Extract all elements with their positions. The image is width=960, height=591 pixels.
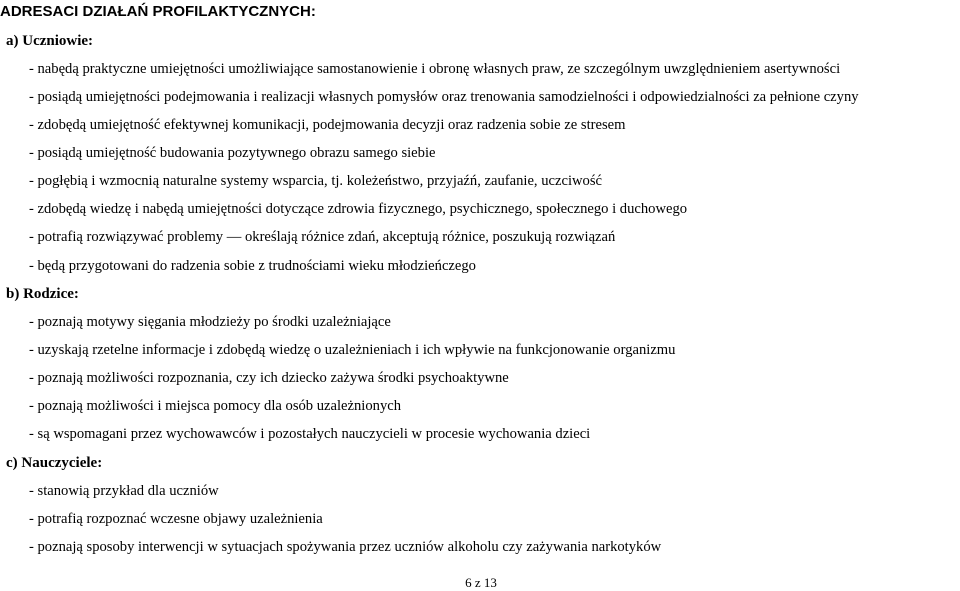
list-item: - poznają sposoby interwencji w sytuacjach spożywania przez uczniów alkoholu czy zażywania narkotyków — [29, 539, 662, 555]
section-label-parents: b) Rodzice: — [6, 286, 79, 302]
list-item: - poznają możliwości i miejsca pomocy dla osób uzależnionych — [29, 398, 402, 414]
section-label-students: a) Uczniowie: — [6, 33, 94, 49]
page-footer — [0, 575, 960, 591]
list-item: - stanowią przykład dla uczniów — [29, 483, 219, 499]
list-item: - potrafią rozwiązywać problemy — określają różnice zdań, akceptują różnice, poszukują rozwiązań — [29, 229, 616, 245]
document-heading: ADRESACI DZIAŁAŃ PROFILAKTYCZNYCH: — [0, 3, 316, 20]
list-item: - zdobędą umiejętność efektywnej komunikacji, podejmowania decyzji oraz radzenia sobie ze stresem — [29, 117, 626, 133]
section-label-teachers: c) Nauczyciele: — [6, 455, 103, 471]
list-item: - poznają motywy sięgania młodzieży po środki uzależniające — [29, 314, 391, 330]
list-item: - będą przygotowani do radzenia sobie z trudnościami wieku młodzieńczego — [29, 258, 476, 274]
list-item: - są wspomagani przez wychowawców i pozostałych nauczycieli w procesie wychowania dzieci — [29, 426, 591, 442]
list-item: - potrafią rozpoznać wczesne objawy uzależnienia — [29, 511, 323, 527]
list-item: - posiądą umiejętności podejmowania i realizacji własnych pomysłów oraz trenowania samodzielności i odpowiedzialności za pełnione czyny — [29, 89, 859, 105]
page-number: 6 z 13 — [465, 575, 497, 590]
list-item: - uzyskają rzetelne informacje i zdobędą wiedzę o uzależnieniach i ich wpływie na funkcjonowanie organizmu — [29, 342, 676, 358]
list-item: - poznają możliwości rozpoznania, czy ich dziecko zażywa środki psychoaktywne — [29, 370, 509, 386]
list-item: - nabędą praktyczne umiejętności umożliwiające samostanowienie i obronę własnych praw, ze szczególnym uwzględnieniem asertywności — [29, 61, 841, 77]
list-item: - zdobędą wiedzę i nabędą umiejętności dotyczące zdrowia fizycznego, psychicznego, społecznego i duchowego — [29, 201, 688, 217]
list-item: - posiądą umiejętność budowania pozytywnego obrazu samego siebie — [29, 145, 436, 161]
list-item: - pogłębią i wzmocnią naturalne systemy wsparcia, tj. koleżeństwo, przyjaźń, zaufanie, uczciwość — [29, 173, 602, 189]
